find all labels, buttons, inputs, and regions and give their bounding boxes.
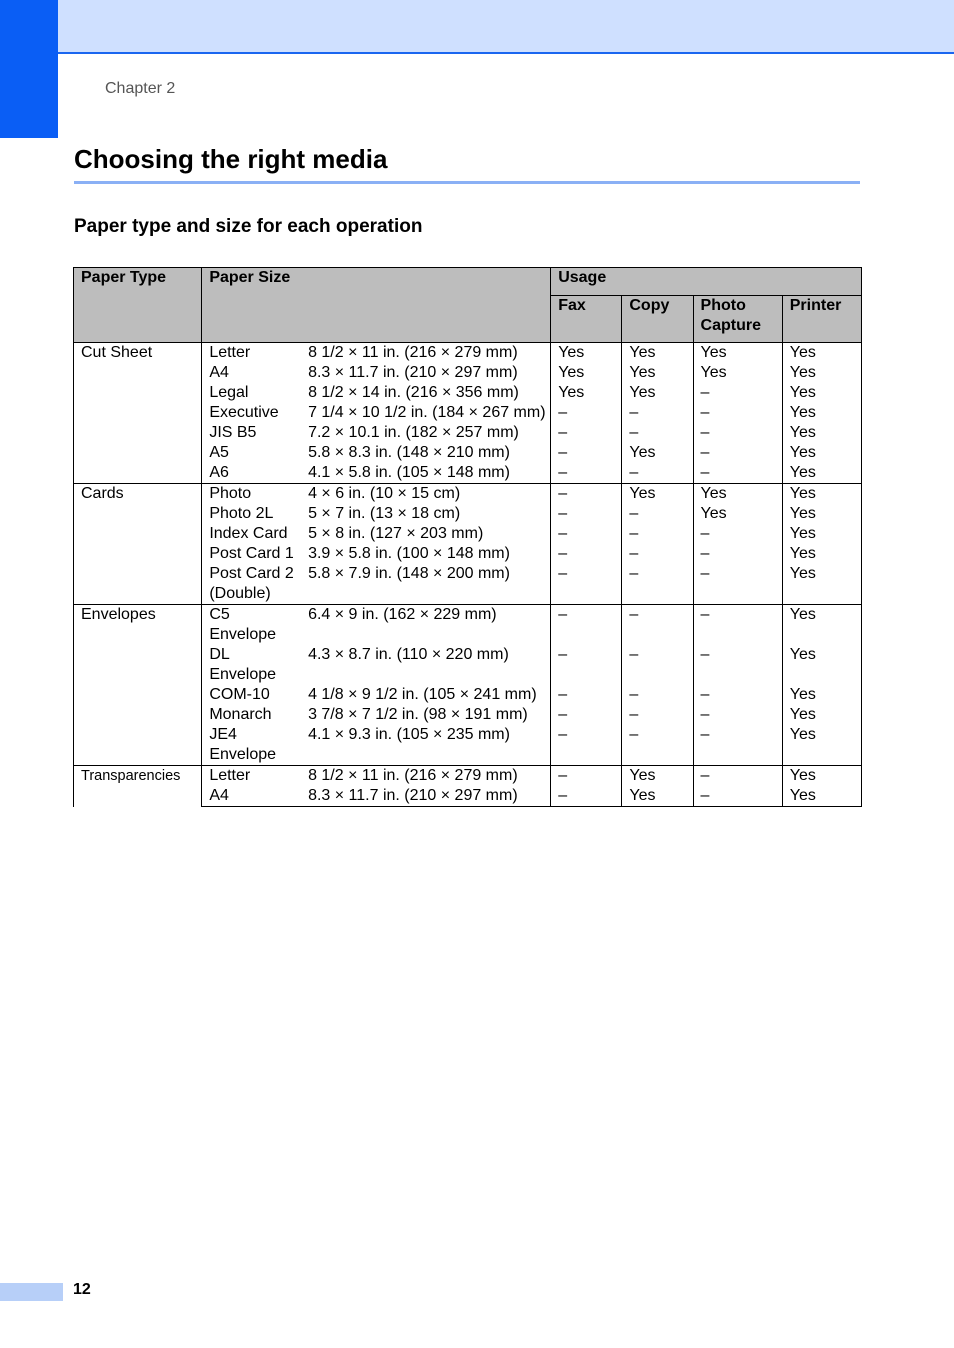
header-printer: Printer [782, 296, 861, 343]
photo-capture-usage-cell: – [693, 463, 782, 484]
copy-usage-cell: – [622, 544, 693, 564]
paper-dimensions-cell: 5 × 8 in. (127 × 203 mm) [308, 525, 484, 542]
copy-usage-cell: Yes [622, 786, 693, 807]
paper-name-cell: JIS B5 [202, 423, 301, 443]
printer-usage-cell: Yes [782, 363, 861, 383]
paper-name-cell: Photo 2L [202, 504, 301, 524]
photo-capture-usage-cell: – [693, 705, 782, 725]
copy-usage-cell: – [622, 564, 693, 605]
paper-name-cell: Monarch [202, 705, 301, 725]
page-title: Choosing the right media [74, 144, 388, 174]
copy-usage-cell: Yes [622, 766, 693, 787]
paper-name-cell: Photo [202, 484, 301, 505]
fax-usage-cell: – [551, 443, 622, 463]
photo-capture-usage-cell: – [693, 725, 782, 766]
paper-name-cell: Letter [202, 766, 301, 787]
fax-usage-cell: – [551, 705, 622, 725]
printer-usage-cell: Yes [782, 524, 861, 544]
fax-usage-cell: – [551, 685, 622, 705]
title-rule [74, 181, 860, 184]
paper-type-cell: Cards [74, 484, 202, 605]
fax-usage-cell: – [551, 504, 622, 524]
photo-capture-usage-cell: – [693, 443, 782, 463]
fax-usage-cell: Yes [551, 383, 622, 403]
paper-dimensions-cell: 7.2 × 10.1 in. (182 × 257 mm) [308, 424, 519, 441]
printer-usage-cell: Yes [782, 463, 861, 484]
paper-name-cell: Index Card [202, 524, 301, 544]
printer-usage-cell: Yes [782, 343, 861, 364]
paper-dimensions-cell: 4 × 6 in. (10 × 15 cm) [301, 484, 551, 505]
photo-capture-usage-cell: – [693, 786, 782, 807]
paper-dimensions-cell: 7 1/4 × 10 1/2 in. (184 × 267 mm) [308, 404, 546, 421]
photo-capture-usage-cell: – [693, 383, 782, 403]
paper-name-cell: A6 [202, 463, 301, 484]
header-copy: Copy [622, 296, 693, 343]
table-body [74, 343, 862, 807]
printer-usage-cell: Yes [782, 443, 861, 463]
printer-usage-cell: Yes [782, 725, 861, 766]
header-paper-size: Paper Size [202, 268, 551, 343]
photo-capture-usage-cell: – [693, 645, 782, 685]
copy-usage-cell: Yes [622, 363, 693, 383]
photo-capture-usage-cell: – [693, 605, 782, 646]
printer-usage-cell: Yes [782, 383, 861, 403]
header-fax: Fax [551, 296, 622, 343]
fax-usage-cell: – [551, 766, 622, 787]
table-row [74, 484, 862, 505]
chapter-label: Chapter 2 [105, 80, 176, 97]
copy-usage-cell: – [622, 504, 693, 524]
paper-name-cell: A5 [202, 443, 301, 463]
header-paper-type: Paper Type [74, 268, 202, 343]
printer-usage-cell: Yes [782, 423, 861, 443]
paper-name-cell: Legal [202, 383, 301, 403]
fax-usage-cell: – [551, 786, 622, 807]
paper-dimensions-cell: 3 7/8 × 7 1/2 in. (98 × 191 mm) [308, 706, 528, 723]
table-row [74, 605, 862, 646]
photo-capture-usage-cell: Yes [693, 363, 782, 383]
fax-usage-cell: – [551, 725, 622, 766]
copy-usage-cell: – [622, 645, 693, 685]
copy-usage-cell: – [622, 423, 693, 443]
paper-name-cell: C5 Envelope [202, 605, 301, 646]
paper-dimensions-cell: 8.3 × 11.7 in. (210 × 297 mm) [308, 364, 518, 381]
paper-dimensions-cell: 8 1/2 × 11 in. (216 × 279 mm) [301, 343, 551, 364]
copy-usage-cell: – [622, 403, 693, 423]
paper-dimensions-cell: 3.9 × 5.8 in. (100 × 148 mm) [308, 545, 510, 562]
printer-usage-cell: Yes [782, 504, 861, 524]
fax-usage-cell: – [551, 605, 622, 646]
fax-usage-cell: – [551, 645, 622, 685]
copy-usage-cell: – [622, 725, 693, 766]
printer-usage-cell: Yes [782, 484, 861, 505]
paper-dimensions-cell: 8 1/2 × 11 in. (216 × 279 mm) [301, 766, 551, 787]
paper-name-cell: JE4 Envelope [202, 725, 301, 766]
printer-usage-cell: Yes [782, 605, 861, 646]
paper-dimensions-cell: 8 1/2 × 14 in. (216 × 356 mm) [308, 384, 519, 401]
printer-usage-cell: Yes [782, 705, 861, 725]
photo-capture-usage-cell: Yes [693, 504, 782, 524]
printer-usage-cell: Yes [782, 403, 861, 423]
paper-dimensions-cell: 4.1 × 5.8 in. (105 × 148 mm) [308, 464, 510, 481]
paper-dimensions-cell: 6.4 × 9 in. (162 × 229 mm) [301, 605, 551, 646]
page-number: 12 [73, 1281, 91, 1298]
photo-capture-usage-cell: – [693, 685, 782, 705]
section-heading: Paper type and size for each operation [74, 216, 423, 237]
photo-capture-usage-cell: Yes [693, 343, 782, 364]
paper-type-cell: Cut Sheet [74, 343, 202, 484]
paper-dimensions-cell: 5.8 × 8.3 in. (148 × 210 mm) [308, 444, 510, 461]
photo-capture-usage-cell: – [693, 544, 782, 564]
copy-usage-cell: Yes [622, 343, 693, 364]
paper-name-cell: A4 [202, 786, 301, 807]
header-usage: Usage [551, 268, 862, 296]
fax-usage-cell: – [551, 564, 622, 605]
copy-usage-cell: – [622, 605, 693, 646]
printer-usage-cell: Yes [782, 685, 861, 705]
fax-usage-cell: – [551, 544, 622, 564]
photo-capture-usage-cell: – [693, 423, 782, 443]
fax-usage-cell: – [551, 423, 622, 443]
paper-type-cell: Transparencies [74, 766, 202, 807]
copy-usage-cell: – [622, 705, 693, 725]
photo-capture-usage-cell: – [693, 766, 782, 787]
paper-name-cell: Letter [202, 343, 301, 364]
printer-usage-cell: Yes [782, 786, 861, 807]
fax-usage-cell: – [551, 484, 622, 505]
paper-name-cell: COM-10 [202, 685, 301, 705]
header-photo-capture: Photo Capture [693, 296, 782, 343]
fax-usage-cell: – [551, 403, 622, 423]
top-band [0, 0, 954, 54]
photo-capture-usage-cell: – [693, 564, 782, 605]
paper-dimensions-cell: 5 × 7 in. (13 × 18 cm) [308, 505, 461, 522]
fax-usage-cell: Yes [551, 343, 622, 364]
footer-bar [0, 1283, 63, 1301]
fax-usage-cell: – [551, 524, 622, 544]
chapter-side-tab [0, 0, 58, 138]
copy-usage-cell: Yes [622, 383, 693, 403]
table-row [74, 766, 862, 787]
paper-dimensions-cell: 8.3 × 11.7 in. (210 × 297 mm) [301, 786, 551, 807]
paper-name-cell: A4 [202, 363, 301, 383]
printer-usage-cell: Yes [782, 766, 861, 787]
paper-dimensions-cell: 5.8 × 7.9 in. (148 × 200 mm) [308, 565, 510, 582]
paper-name-cell: Executive [202, 403, 301, 423]
paper-dimensions-cell: 4 1/8 × 9 1/2 in. (105 × 241 mm) [308, 686, 537, 703]
paper-dimensions-cell: 4.3 × 8.7 in. (110 × 220 mm) [308, 646, 509, 663]
copy-usage-cell: – [622, 685, 693, 705]
media-table [73, 267, 862, 807]
printer-usage-cell: Yes [782, 544, 861, 564]
photo-capture-usage-cell: – [693, 403, 782, 423]
fax-usage-cell: – [551, 463, 622, 484]
copy-usage-cell: Yes [622, 484, 693, 505]
paper-type-cell: Envelopes [74, 605, 202, 766]
copy-usage-cell: Yes [622, 443, 693, 463]
paper-name-cell: Post Card 2 (Double) [202, 564, 301, 605]
printer-usage-cell: Yes [782, 564, 861, 605]
paper-name-cell: DL Envelope [202, 645, 301, 685]
copy-usage-cell: – [622, 524, 693, 544]
paper-dimensions-cell: 4.1 × 9.3 in. (105 × 235 mm) [308, 726, 510, 743]
photo-capture-usage-cell: – [693, 524, 782, 544]
copy-usage-cell: – [622, 463, 693, 484]
table-row [74, 343, 862, 364]
printer-usage-cell: Yes [782, 645, 861, 685]
photo-capture-usage-cell: Yes [693, 484, 782, 505]
fax-usage-cell: Yes [551, 363, 622, 383]
paper-name-cell: Post Card 1 [202, 544, 301, 564]
